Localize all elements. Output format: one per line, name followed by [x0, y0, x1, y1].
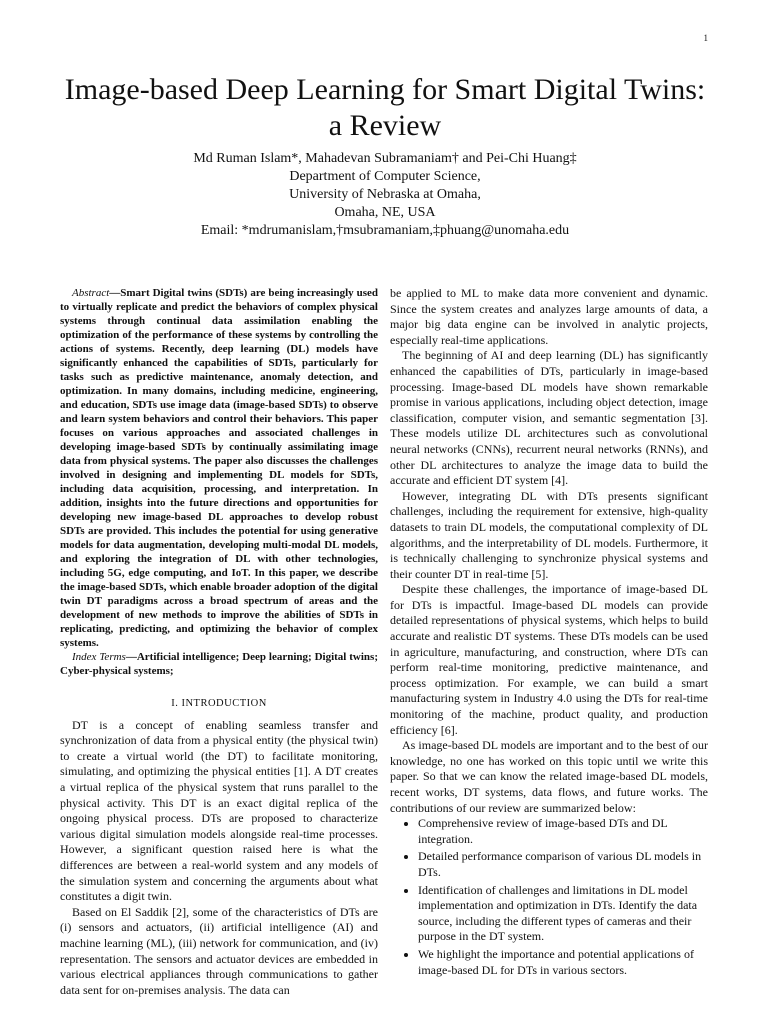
page-number: 1	[703, 33, 708, 43]
abstract	[60, 286, 378, 650]
body-paragraph: be applied to ML to make data more convenient and dynamic. Since the system creates and analyzes large amounts of data, a major big data engine can be involved in analytic projects, especially real-time applications.	[390, 286, 708, 347]
body-paragraph: The beginning of AI and deep learning (DL) has significantly enhanced the capabilities of DTs, particularly in image-based processing. Image-based DL models have shown remarkable promise in various applications, including object detection, image classification, computer vision, and semantic segmentation [3]. These models utilize DL architectures such as convolutional neural networks (CNNs), recurrent neural networks (RNNs), and other DL architectures to analyze the image data to build the accurate and efficient DT system [4].	[390, 348, 708, 488]
body-paragraph: Based on El Saddik [2], some of the characteristics of DTs are (i) sensors and actuators, (ii) artificial intelligence (AI) and machine learning (ML), (iii) network for communication, and (iv) representation. The sensors and actuator devices are embedded in various electrical appliances through communications to gather data sent for on-premises analysis. The data can	[60, 904, 378, 997]
list-item: • We highlight the importance and potential applications of image-based DL for DTs in various sectors.	[418, 947, 708, 978]
left-column	[60, 286, 378, 998]
author-university: University of Nebraska at Omaha,	[289, 187, 481, 202]
contributions-list	[390, 816, 708, 978]
body-paragraph: As image-based DL models are important and to the best of our knowledge, no one has worked on this topic until we write this paper. So that we can know the related image-based DL models, recent works, DT systems, data flows, and future works. The contributions of our review are summarized below:	[390, 738, 708, 815]
right-column	[390, 286, 708, 980]
author-email: Email: *mdrumanislam,†msubramaniam,‡phuang@unomaha.edu	[200, 223, 570, 238]
index-terms	[60, 650, 378, 678]
body-paragraph: Despite these challenges, the importance of image-based DL for DTs is impactful. Image-based DL models can provide detailed representations of physical systems, which helps to build accurate and realistic DT systems. These DTs models can be used in agriculture, manufacturing, and construction, where DTs can perform real-time monitoring, predictive maintenance, and process optimization. For example, we can build a smart manufacturing system in Industry 4.0 using the DTs for real-time monitoring of the machine, product quality, and production efficiency [6].	[390, 582, 708, 737]
paper-title: Image-based Deep Learning for Smart Digital Twins: a Review	[64, 73, 706, 142]
author-names: Md Ruman Islam*, Mahadevan Subramaniam† and Pei-Chi Huang‡	[193, 151, 577, 166]
author-block	[60, 150, 710, 240]
body-paragraph: DT is a concept of enabling seamless transfer and synchronization of data from a physical entity (the physical twin) to create a virtual world (the DT) to facilitate monitoring, simulating, and optimizing the physical entities [1]. A DT creates a virtual replica of the physical system that runs parallel to the physical activity. This DT is an exact digital replica of the ongoing physical process. DTs are proposed to characterize various digital simulation models alongside real-time processes. However, a significant question raised here is what the differences are between a real-world system and any models of the simulation system and concerning the arguments about what constitutes a digit twin.	[60, 717, 378, 904]
list-item: • Comprehensive review of image-based DTs and DL integration.	[418, 816, 708, 847]
author-department: Department of Computer Science,	[289, 169, 481, 184]
body-paragraph: However, integrating DL with DTs presents significant challenges, including the requirement for extensive, high-quality datasets to train DL models, the computational complexity of DL algorithms, and the interpretability of DL models. Furthermore, it is technically challenging to synchronize physical systems and their counter DT in real-time [5].	[390, 488, 708, 581]
list-item: • Identification of challenges and limitations in DL model implementation and optimization in DTs. Identify the data source, including the different types of cameras and their purpose in the DT system.	[418, 883, 708, 945]
abstract-text: —Smart Digital twins (SDTs) are being increasingly used to virtually replicate and predict the behaviors of complex physical systems through continual data assimilation enabling the optimization of the performance of these systems by controlling the actions of systems. Recently, deep learning (DL) models have significantly enhanced the capabilities of SDTs, particularly for tasks such as predictive maintenance, anomaly detection, and optimization. In many domains, including medicine, engineering, and education, SDTs use image data (image-based SDTs) to observe and learn system behaviors and control their behaviors. This paper focuses on various approaches and associated challenges in developing image-based SDTs by continually assimilating image data from physical systems. The paper also discusses the challenges involved in designing and implementing DL models for SDTs, including data acquisition, processing, and interpretation. In addition, insights into the future directions and opportunities for developing new image-based DL approaches to develop robust SDTs are provided. This includes the potential for using generative models for data augmentation, developing multi-modal DL models, and exploring the integration of DL with other technologies, including 5G, edge computing, and IoT. In this paper, we describe the image-based SDTs, which enable broader adoption of the digital twin DT paradigms across a broad spectrum of areas and the development of new methods to improve the abilities of SDTs in replicating, predicting, and optimizing the behavior of complex systems.	[60, 287, 378, 649]
index-terms-label: Index Terms	[72, 651, 126, 663]
author-location: Omaha, NE, USA	[334, 205, 436, 220]
abstract-label: Abstract	[72, 287, 110, 299]
list-item: • Detailed performance comparison of various DL models in DTs.	[418, 849, 708, 880]
index-terms-text: —Artificial intelligence; Deep learning; Digital twins; Cyber-physical systems;	[60, 651, 378, 677]
section-heading-introduction: I. INTRODUCTION	[171, 698, 267, 709]
